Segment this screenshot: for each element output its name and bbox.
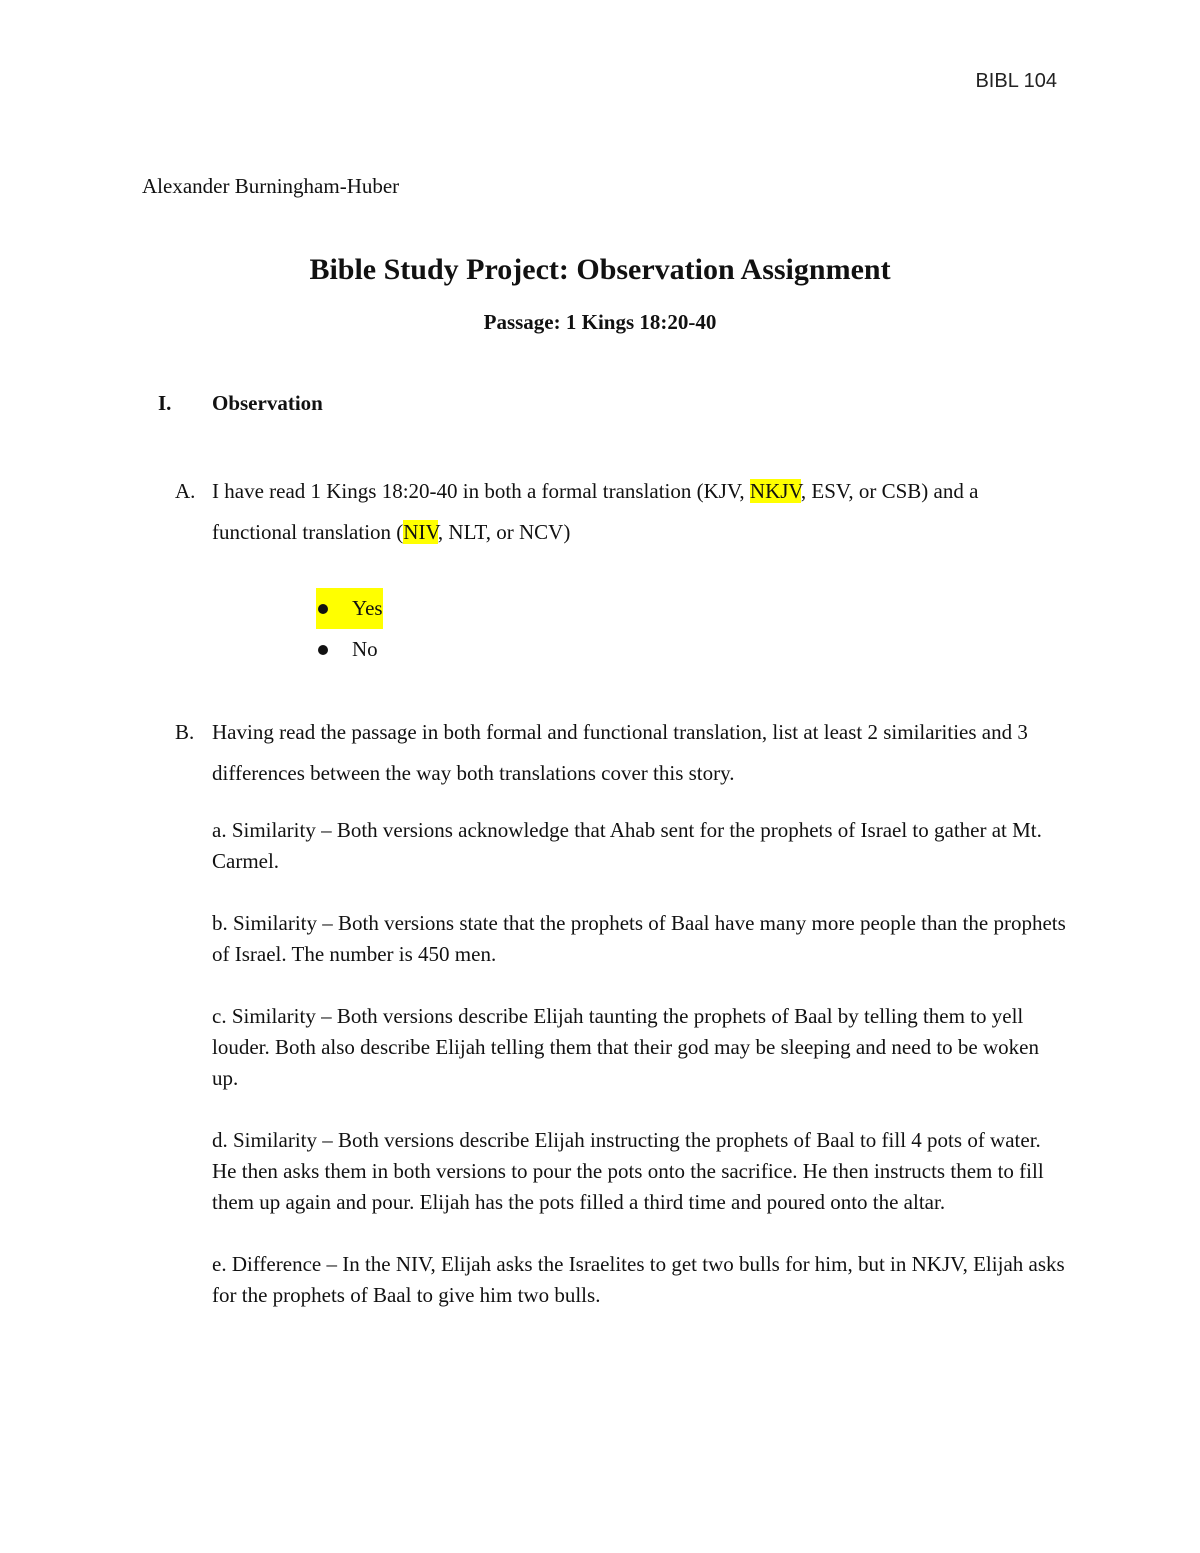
question-a-text-part2: , ESV, or CSB) and a functional translation ( — [212, 479, 979, 544]
question-a — [175, 471, 1065, 553]
entry-item: d. Similarity – Both versions describe Elijah instructing the prophets of Baal to fill 4 pots of water. He then asks them in both versions to pour the pots onto the sacrifice. He then instructs them to fill them up again and pour. Elijah has the pots filled a third time and poured onto the altar. — [212, 1128, 1044, 1214]
comparison-entries — [212, 815, 1067, 1342]
option-yes-highlight — [316, 588, 383, 629]
section-title: Observation — [212, 391, 323, 415]
question-b-text: Having read the passage in both formal and functional translation, list at least 2 similarities and 3 differences between the way both translations cover this story. — [212, 720, 1028, 785]
entry-item: c. Similarity – Both versions describe Elijah taunting the prophets of Baal by telling them to yell louder. Both also describe Elijah telling them that their god may be sleeping and need to be woken up. — [212, 1004, 1039, 1090]
author-name: Alexander Burningham-Huber — [142, 174, 400, 198]
entry-item: a. Similarity – Both versions acknowledge that Ahab sent for the prophets of Israel to gather at Mt. Carmel. — [212, 818, 1042, 873]
course-code: BIBL 104 — [975, 70, 1057, 92]
question-a-text-part1: I have read 1 Kings 18:20-40 in both a formal translation (KJV, — [212, 479, 750, 503]
entry-item: e. Difference – In the NIV, Elijah asks the Israelites to get two bulls for him, but in NKJV, Elijah asks for the prophets of Baal to give him two bulls. — [212, 1252, 1065, 1307]
option-yes-label: Yes — [352, 596, 383, 620]
question-b-label: B. — [175, 720, 195, 744]
question-b — [175, 712, 1065, 794]
question-a-text — [212, 471, 1065, 553]
bullet-dot-icon — [318, 645, 328, 655]
highlight-niv: NIV — [403, 520, 438, 544]
document-title: Bible Study Project: Observation Assignment — [309, 253, 891, 286]
passage-reference: Passage: 1 Kings 18:20-40 — [483, 310, 717, 334]
highlight-nkjv: NKJV — [749, 479, 801, 503]
question-a-text-part3: , NLT, or NCV) — [437, 520, 571, 544]
question-a-label: A. — [175, 479, 196, 503]
section-number: I. — [158, 391, 172, 415]
answer-options — [316, 588, 383, 670]
option-no — [316, 629, 383, 670]
entry-item: b. Similarity – Both versions state that the prophets of Baal have many more people than the prophets of Israel. The number is 450 men. — [212, 911, 1066, 966]
option-yes — [316, 588, 383, 629]
section-heading — [158, 391, 323, 416]
option-no-label: No — [352, 637, 378, 661]
bullet-dot-icon — [318, 604, 328, 614]
